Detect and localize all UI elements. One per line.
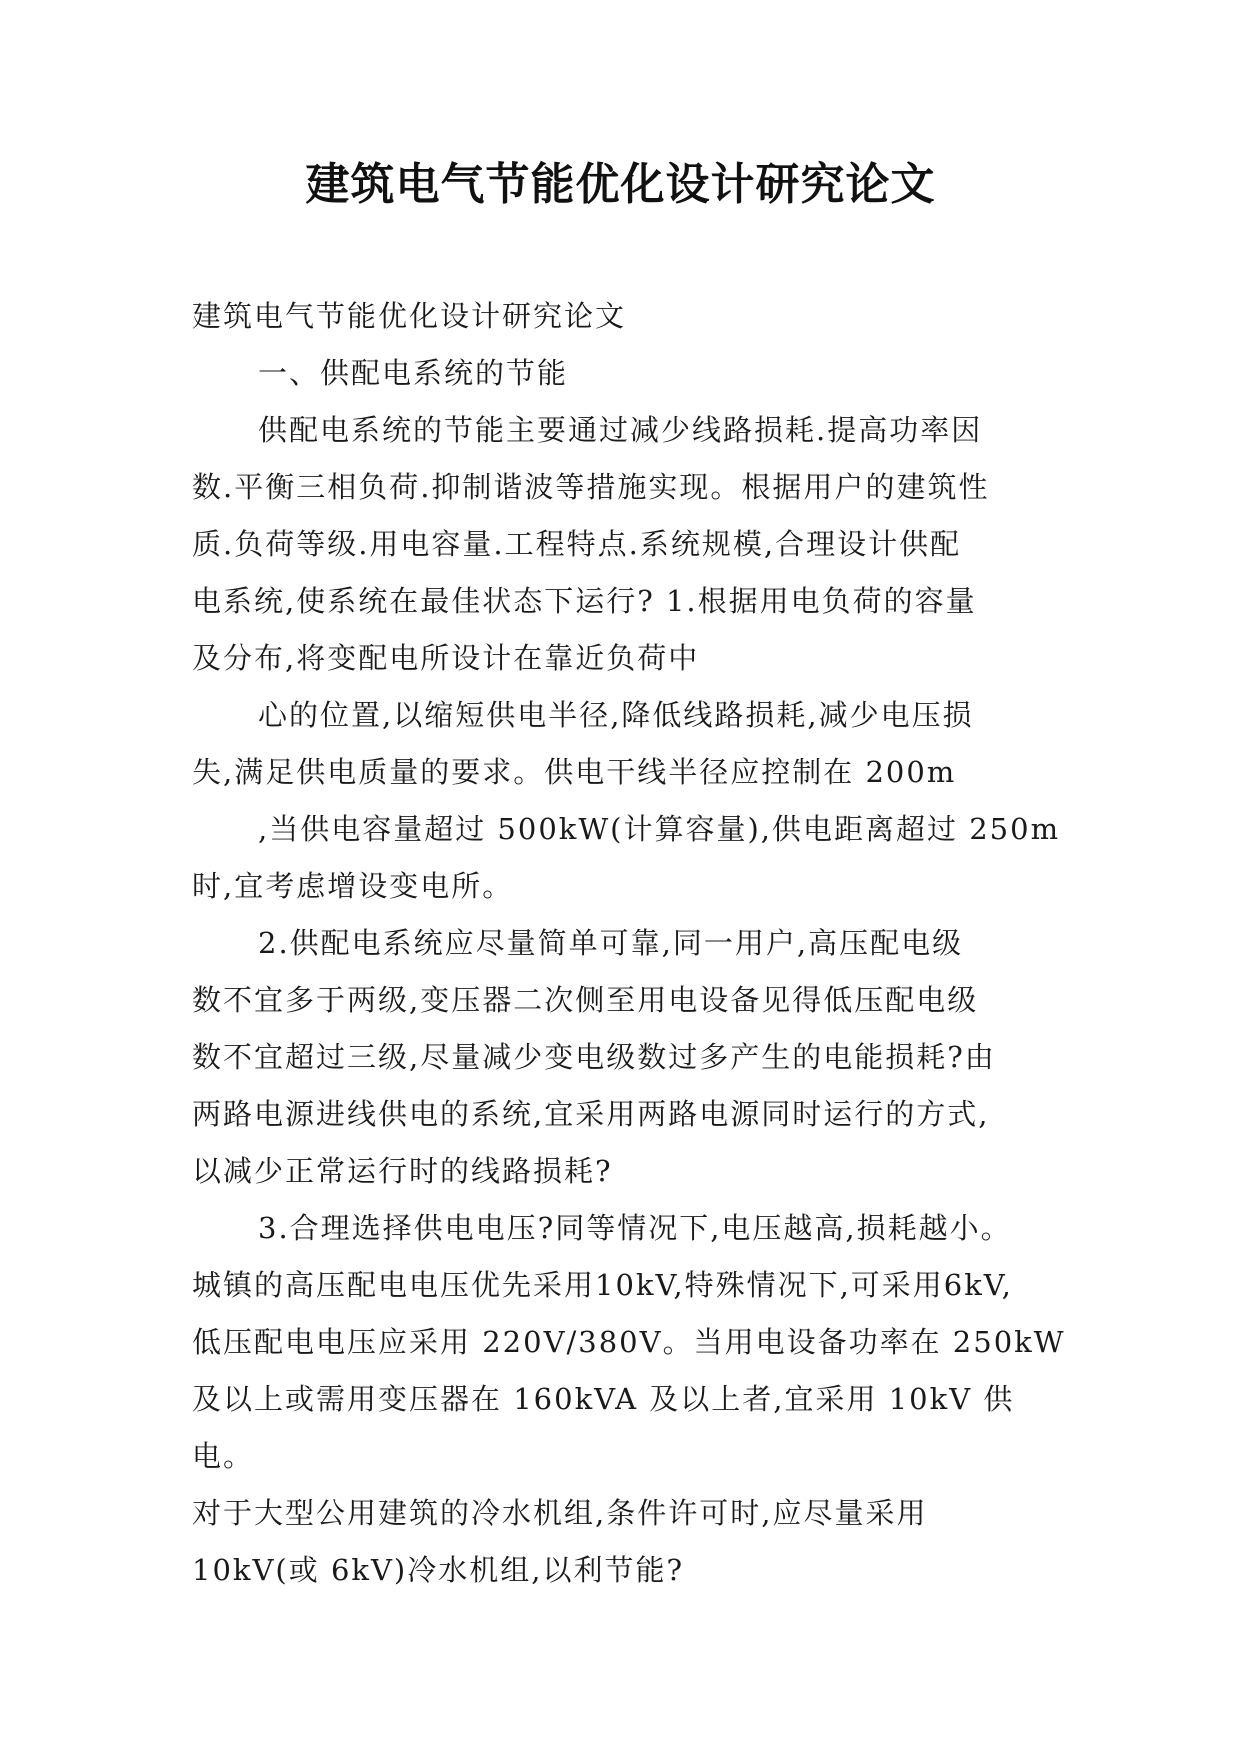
section-heading: 一、供配电系统的节能: [258, 356, 569, 390]
document-body: [192, 288, 1072, 1599]
document-title: 建筑电气节能优化设计研究论文: [305, 159, 936, 210]
subtitle-line: 建筑电气节能优化设计研究论文: [192, 299, 627, 333]
paragraph-1: 供配电系统的节能主要通过减少线路损耗.提高功率因 数.平衡三相负荷.抑制谐波等措施实现。根据用户的建筑性 质.负荷等级.用电容量.工程特点.系统规模,合理设计供配 电系统,使系统在最佳状态下运行? 1.根据用电负荷的容量 及分布,将变配电所设计在靠近负荷中: [192, 413, 990, 675]
paragraph-3: ,当供电容量超过 500kW(计算容量),供电距离超过 250m 时,宜考虑增设变电所。: [192, 812, 1061, 903]
paragraph-5: 3.合理选择供电电压?同等情况下,电压越高,损耗越小。 城镇的高压配电电压优先采用10kV,特殊情况下,可采用6kV, 低压配电电压应采用 220V/380V。当用电设备功率在 250kW 及以上或需用变压器在 160kVA 及以上者,宜采用 10kV 供电。 对于大型公用建筑的冷水机组,条件许可时,应尽量采用 10kV(或 6kV)冷水机组,以利节能?: [192, 1211, 1066, 1587]
paragraph-2: 心的位置,以缩短供电半径,降低线路损耗,减少电压损 失,满足供电质量的要求。供电干线半径应控制在 200m: [192, 698, 974, 789]
paragraph-4: 2.供配电系统应尽量简单可靠,同一用户,高压配电级 数不宜多于两级,变压器二次侧至用电设备见得低压配电级 数不宜超过三级,尽量减少变电级数过多产生的电能损耗?由 两路电源进线供电的系统,宜采用两路电源同时运行的方式, 以减少正常运行时的线路损耗?: [192, 926, 996, 1188]
